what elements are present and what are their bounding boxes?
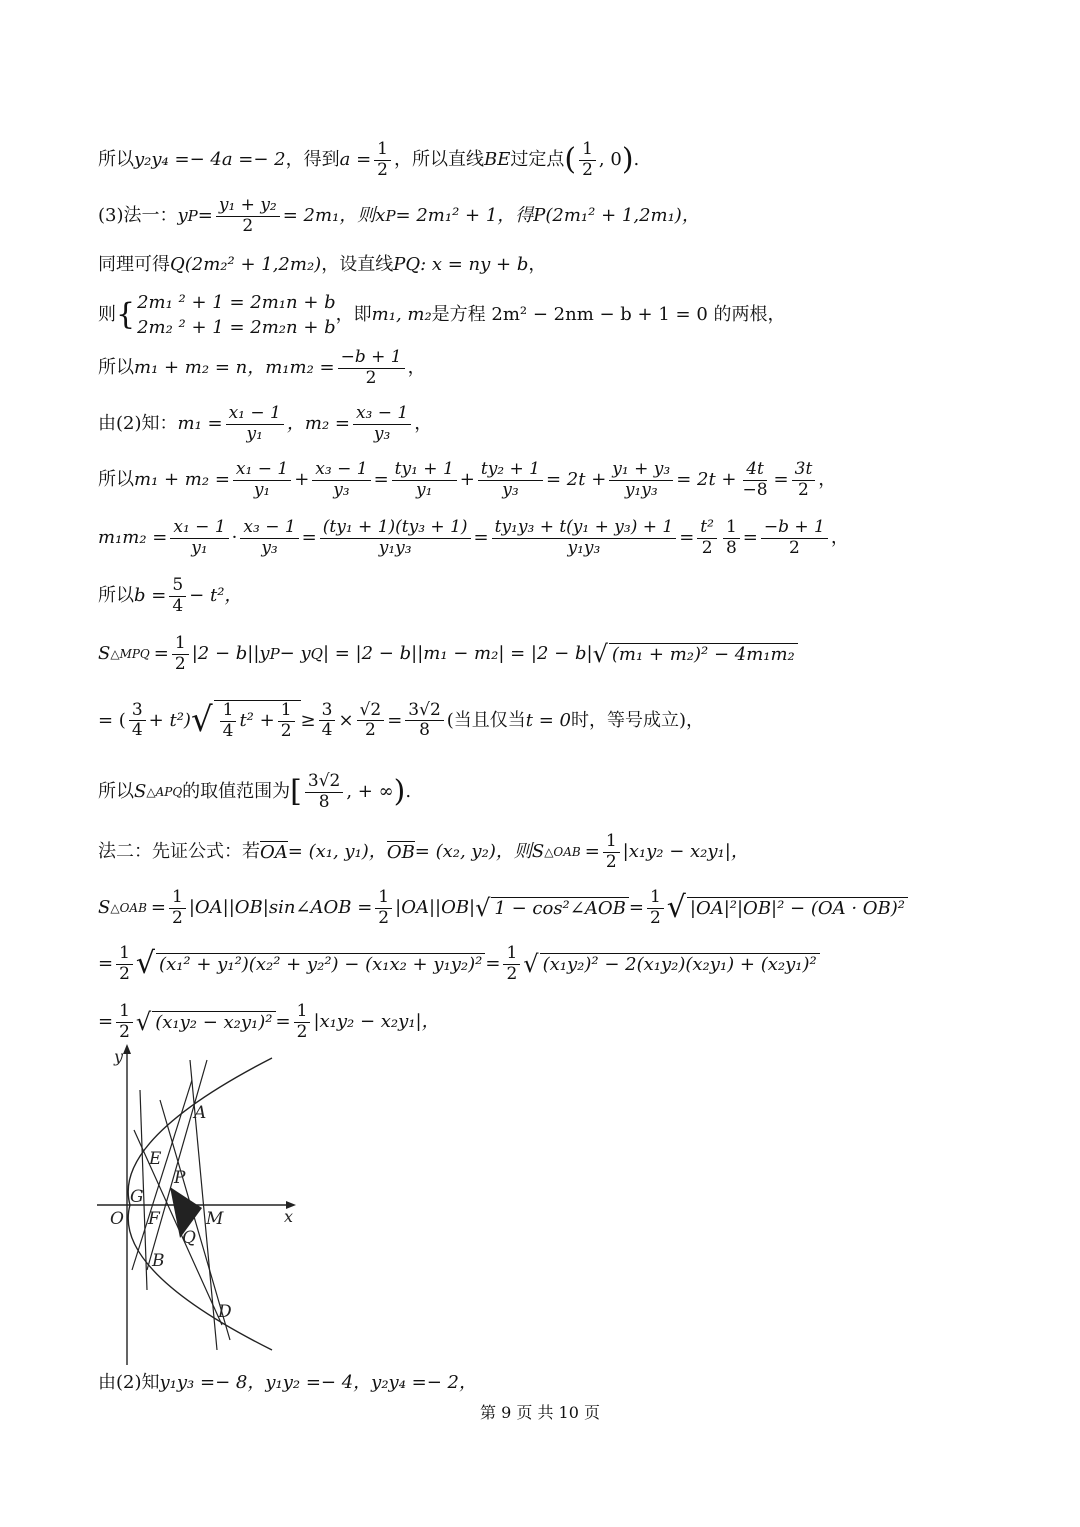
line-3: 同理可得 Q(2m₂² + 1,2m₂) ，设直线 PQ: x = ny + b ， — [98, 254, 547, 275]
line-11: = ( $\frac{3}{4}$ + t²) √ $\frac{1}{4}$ t² + $\frac{1}{2}$ ≥ $\frac{3}{4}$ × $\frac{√2}{2}$ = $\frac{3√2}{8}$ (当且仅当 t = 0 时，等号成立)， — [98, 699, 705, 741]
figure-svg — [92, 1040, 312, 1370]
line-5: 所以 m₁ + m₂ = n，m₁m₂ = $\frac{-b + 1}{2}$ ， — [98, 347, 426, 388]
label-f: F — [148, 1209, 160, 1229]
line-16: = $\frac{1}{2}$ √ (x₁y₂ − x₂y₁)² = $\frac{1}{2}$ |x₁y₂ − x₂y₁|， — [98, 1001, 440, 1042]
line-12: 所以 S △APQ 的取值范围为 [ $\frac{3√2}{8}$ , + ∞ ) . — [98, 771, 412, 812]
parabola-figure — [92, 1040, 312, 1370]
line-8: m₁m₂ = $\frac{\text{x₁ − 1}}{\text{y₁}}$ · $\frac{\text{x₃ − 1}}{\text{y₃}}$ = $\frac{\text{(ty₁ + 1)(ty₃ + 1)}}{\text{y₁y₃}}$ = $\frac{\text{ty₁y₃ + t(y₁ + y₃) + 1}}{\text{y₁y₃}}$ = $\frac{\text{t²}}{2}$ $\frac{1}{8}$ = $\frac{-b + 1}{2}$ ， — [98, 517, 849, 558]
line-14: S △OAB = $\frac{1}{2}$ |OA||OB|sin∠AOB = $\frac{1}{2}$ |OA||OB| √ 1 − cos²∠AOB = $\frac{1}{2}$ √ |OA|²|OB|² − (OA · OB)² — [98, 888, 908, 928]
line-6: 由(2)知： m₁ = $\frac{\text{x₁ − 1}}{\text{y₁}}$ ，m₂ = $\frac{\text{x₃ − 1}}{\text{y₃}}$ ， — [98, 403, 433, 444]
line-15: = $\frac{1}{2}$ √ (x₁² + y₁²)(x₂² + y₂²) − (x₁x₂ + y₁y₂)² = $\frac{1}{2}$ √ (x₁y₂)² − 2(x₁y₂)(x₂y₁) + (x₂y₁)² — [98, 944, 820, 984]
line-9: 所以 b = $\frac{5}{4}$ − t²， — [98, 575, 243, 616]
line-1: 所以 y₂y₄ =− 4a =− 2 ，得到 a = $\frac{1}{2}$ ，所以直线 BE 过定点 ( $\frac{1}{2}$ , 0 ) . — [98, 139, 640, 180]
line-2: (3)法一： y P = $\frac{\text{y₁ + y₂}}{2}$ = 2m₁，则 x P = 2m₁² + 1，得 P(2m₁² + 1,2m₁)， — [98, 195, 700, 236]
y-axis-arrow — [123, 1044, 131, 1054]
label-b: B — [152, 1251, 165, 1271]
line-4: 则 { 2m₁ ² + 1 = 2m₁n + b 2m₂ ² + 1 = 2m₂n + b ，即 m₁, m₂ 是方程 2m² − 2nm − b + 1 = 0 的两根， — [98, 292, 786, 339]
label-g: G — [130, 1187, 144, 1207]
label-p: P — [174, 1168, 186, 1188]
line-7: 所以 m₁ + m₂ = $\frac{\text{x₁ − 1}}{\text{y₁}}$ + $\frac{\text{x₃ − 1}}{\text{y₃}}$ = $\frac{\text{ty₁ + 1}}{\text{y₁}}$ + $\frac{\text{ty₂ + 1}}{\text{y₃}}$ = 2t + $\frac{\text{y₁ + y₃}}{\text{y₁y₃}}$ = 2t + $\frac{4t}{-8}$ = $\frac{3t}{2}$ ， — [98, 459, 837, 500]
label-y: y — [114, 1047, 124, 1066]
line-13: 法二：先证公式：若 OA = (x₁, y₁)， OB = (x₂, y₂)，则 S △OAB = $\frac{1}{2}$ |x₁y₂ − x₂y₁|， — [98, 831, 749, 872]
label-m: M — [206, 1209, 224, 1229]
page-footer: 第 9 页 共 10 页 — [480, 1403, 600, 1422]
line-10: S △MPQ = $\frac{1}{2}$ |2 − b||y P − y Q | = |2 − b||m₁ − m₂| = |2 − b| √ (m₁ + m₂)² − 4m₁m₂ — [98, 634, 798, 674]
label-d: D — [218, 1302, 232, 1322]
label-o: O — [110, 1209, 124, 1229]
label-x: x — [284, 1207, 294, 1226]
label-a: A — [194, 1103, 207, 1123]
line-17: 由(2)知 y₁y₃ =− 8，y₁y₂ =− 4，y₂y₄ =− 2， — [98, 1372, 477, 1393]
label-e: E — [149, 1149, 162, 1169]
parabola-curve — [128, 1058, 272, 1350]
label-q: Q — [182, 1228, 196, 1248]
